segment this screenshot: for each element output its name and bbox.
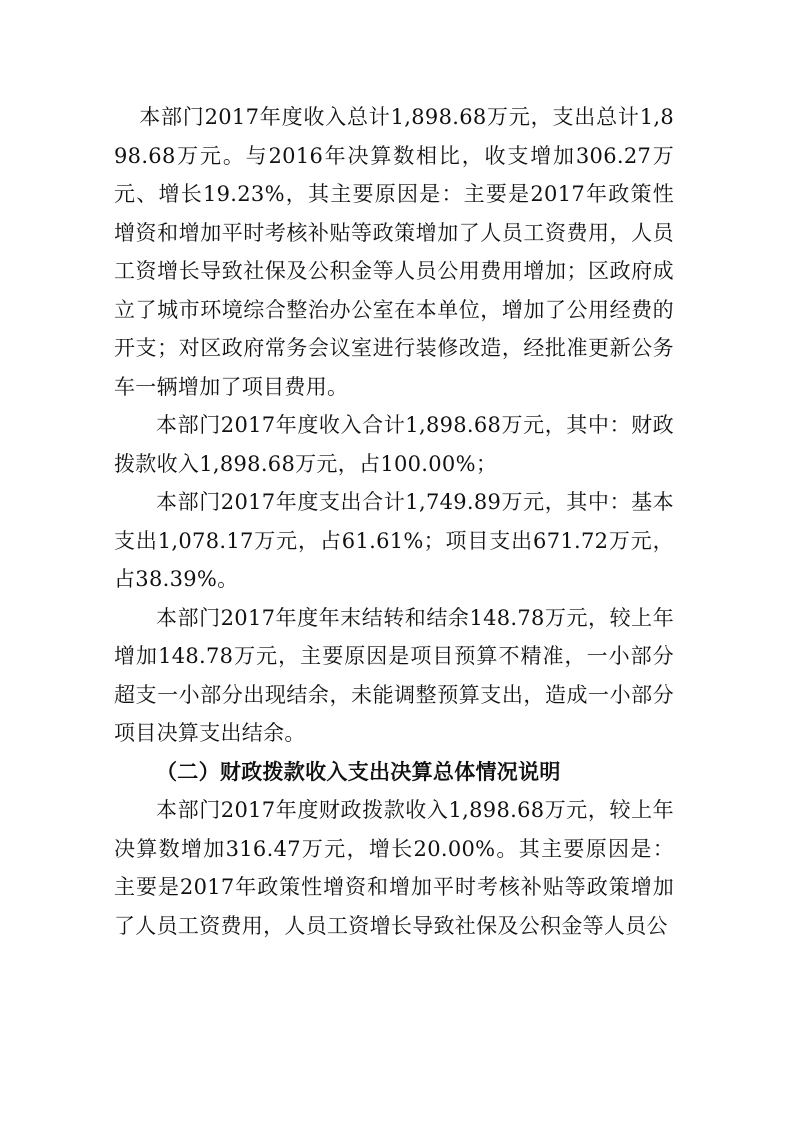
- paragraph-income-expenditure-total: 本部门2017年度收入总计1,898.68万元，支出总计1,898.68万元。与2016年决算数相比，收支增加306.27万元、增长19.23%，其主要原因是：主要是2017年政策性增资和增加平时考核补贴等政策增加了人员工资费用，人员工资增长导致社保及公积金等人员公用费用增加；区政府成立了城市环境综合整治办公室在本单位，增加了公用经费的开支；对区政府常务会议室进行装修改造，经批准更新公务车一辆增加了项目费用。: [114, 105, 674, 399]
- section-heading: （二）财政拨款收入支出决算总体情况说明: [156, 758, 561, 784]
- paragraph-expenditure-composition: 本部门2017年度支出合计1,749.89万元，其中：基本支出1,078.17万元，占61.61%；项目支出671.72万元，占38.39%。: [114, 490, 674, 591]
- paragraph-income-composition: 本部门2017年度收入合计1,898.68万元，其中：财政拨款收入1,898.68万元，占100.00%；: [114, 413, 674, 476]
- paragraph-carryover-balance: 本部门2017年度年末结转和结余148.78万元，较上年增加148.78万元，主要原因是项目预算不精准，一小部分超支一小部分出现结余，未能调整预算支出，造成一小部分项目决算支出结余。: [114, 605, 674, 745]
- document-body: [114, 98, 674, 945]
- paragraph-fiscal-appropriation: 本部门2017年度财政拨款收入1,898.68万元，较上年决算数增加316.47万元，增长20.00%。其主要原因是：主要是2017年政策性增资和增加平时考核补贴等政策增加了人员工资费用，人员工资增长导致社保及公积金等人员公: [114, 798, 674, 938]
